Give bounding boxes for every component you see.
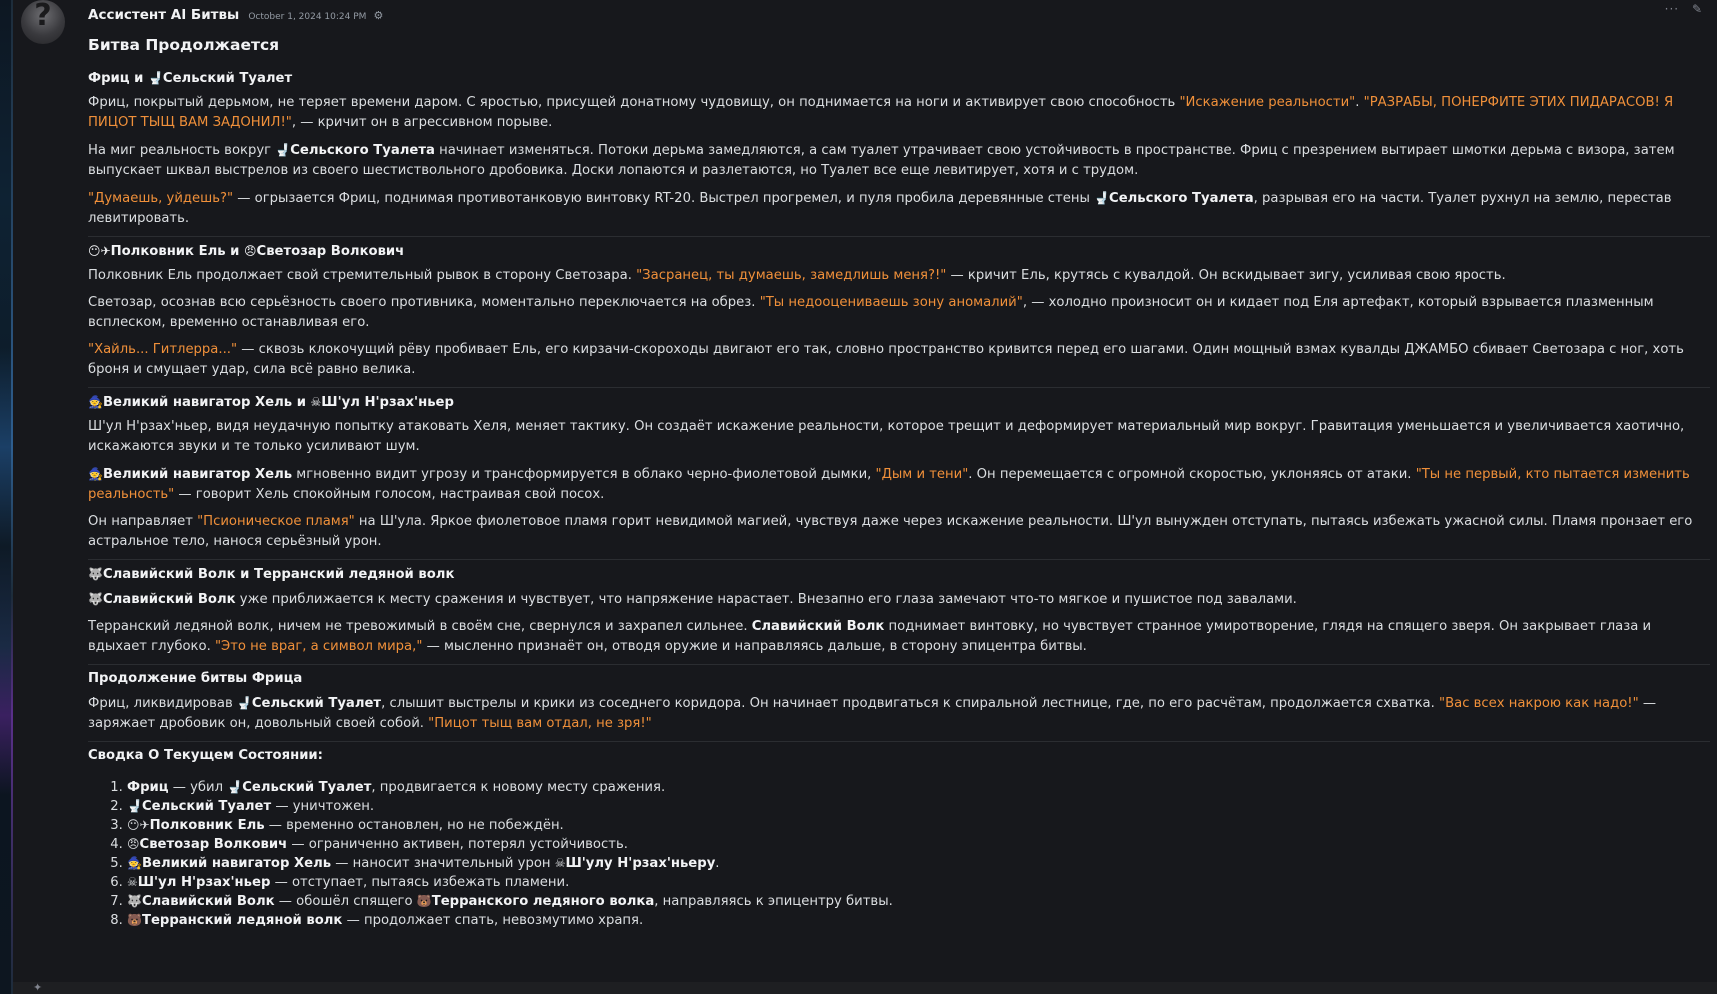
- ice-wolf-icon: 🐻: [416, 894, 432, 908]
- toilet-icon: 🚽: [1094, 191, 1110, 205]
- list-item: 4. 😠Светозар Волкович — ограниченно активен, потерял устойчивость.: [127, 835, 1710, 854]
- list-item: 7. 🐺Славийский Волк — обошёл спящего 🐻Терранского ледяного волка, направляясь к эпицентру битвы.: [127, 892, 1710, 911]
- quote: "Дым и тени": [875, 467, 969, 482]
- divider: [88, 387, 1710, 388]
- list-item: 3. 😶✈Полковник Ель — временно остановлен, но не побеждён.: [127, 816, 1710, 835]
- list-item: 5. 🧙Великий навигатор Хель — наносит значительный урон ☠Ш'улу Н'рзах'ньеру.: [127, 854, 1710, 873]
- skull-icon: ☠: [127, 875, 138, 889]
- pencil-icon[interactable]: ✎: [1691, 2, 1703, 16]
- skull-icon: ☠: [310, 395, 322, 409]
- list-item: 6. ☠Ш'ул Н'рзах'ньер — отступает, пытаясь избежать пламени.: [127, 873, 1710, 892]
- mage-icon: 🧙: [88, 467, 103, 481]
- colonel-face-icon: 😶: [88, 244, 101, 258]
- list-item: 1. Фриц — убил 🚽Сельский Туалет, продвигается к новому месту сражения.: [127, 778, 1710, 797]
- paragraph: "Хайль... Гитлерра..." — сквозь клокочущий рёву пробивает Ель, его кирзачи-скороходы двигают его так, словно пространство кривится перед его шагами. Один мощный взмах кувалды ДЖАМБО сбивает Светозара с ног, хоть броня и смущает удар, сила всё равно велика.: [88, 342, 1684, 377]
- message-header: [88, 4, 383, 22]
- paragraph: Фриц, ликвидировав 🚽Сельский Туалет, слышит выстрелы и крики из соседнего коридора. Он начинает продвигаться к спиральной лестнице, где, по его расчётам, продолжается схватка. "Вас всех накрою как надо!" — заряжает дробовик он, довольный своей собой. "Пицот тыщ вам отдал, не зря!": [88, 693, 1710, 734]
- paragraph: Светозар, осознав всю серьёзность своего противника, моментально переключается на обрез. "Ты недооцениваешь зону аномалий", — холодно произносит он и кидает под Еля артефакт, который взрывается плазменным всплеском, временно останавливая его.: [88, 295, 1654, 330]
- divider: [88, 741, 1710, 742]
- toilet-icon: 🚽: [147, 71, 163, 85]
- skull-icon: ☠: [554, 856, 566, 870]
- section-heading: Продолжение битвы Фрица: [88, 671, 303, 686]
- wolf-icon: 🐺: [127, 894, 142, 908]
- paragraph: Полковник Ель продолжает свой стремительный рывок в сторону Светозара. "Засранец, ты думаешь, замедлишь меня?!" — кричит Ель, крутясь с кувалдой. Он вскидывает зигу, усиливая свою ярость.: [88, 268, 1506, 283]
- message-content: [88, 32, 1710, 930]
- airplane-icon: ✈: [100, 244, 111, 258]
- toilet-icon: 🚽: [227, 780, 243, 794]
- sparkle-icon[interactable]: ✦: [33, 981, 43, 994]
- summary-list: [88, 778, 1710, 930]
- paragraph: Он направляет "Псионическое пламя" на Ш'ула. Яркое фиолетовое пламя горит невидимой магией, чувствуя даже через искажение реальности. Ш'ул вынужден отступать, пытаясь избежать ужасной силы. Пламя пронзает его астральное тело, нанося серьёзный урон.: [88, 514, 1693, 549]
- paragraph: Ш'ул Н'рзах'ньер, видя неудачную попытку атаковать Хеля, меняет тактику. Он создаёт искажение реальности, которое трещит и деформирует материальный мир вокруг. Гравитация уменьшается и увеличивается хаотично, искажаются звуки и те только усиливают шум.: [88, 419, 1685, 454]
- quote: "Пицот тыщ вам отдал, не зря!": [428, 716, 652, 731]
- list-item: 2. 🚽Сельский Туалет — уничтожен.: [127, 797, 1710, 816]
- toilet-icon: 🚽: [127, 799, 142, 813]
- message-actions: [1657, 2, 1703, 16]
- avatar[interactable]: ?: [21, 0, 65, 44]
- more-icon[interactable]: ···: [1664, 2, 1680, 16]
- paragraph: Фриц, покрытый дерьмом, не теряет времени даром. С яростью, присущей донатному чудовищу, он поднимается на ноги и активирует свою способность "Искажение реальности". "РАЗРАБЫ, ПОНЕРФИТЕ ЭТИХ ПИДАРАСОВ! Я ПИЦОТ ТЫЩ ВАМ ЗАДОНИЛ!", — кричит он в агрессивном порыве.: [88, 95, 1674, 130]
- paragraph: На миг реальность вокруг 🚽Сельского Туалета начинает изменяться. Потоки дерьма замедляются, а сам туалет утрачивает свою устойчивость в пространстве. Фриц с презрением вытирает шмотки дерьма с визора, затем выпускает шквал выстрелов из своего шестиствольного дробовика. Доски лопаются и разлетаются, но Туалет все еще левитирует, хотя и с трудом.: [88, 140, 1710, 181]
- quote: "Это не враг, а символ мира,": [214, 639, 423, 654]
- colonel-face-icon: 😶: [127, 818, 140, 832]
- quote: "Ты не первый, кто пытается изменить реальность": [88, 467, 1690, 502]
- mage-icon: 🧙: [127, 856, 142, 870]
- section-heading: 🧙Великий навигатор Хель и ☠Ш'ул Н'рзах'ньер: [88, 392, 1710, 413]
- timestamp: October 1, 2024 10:24 PM: [248, 12, 367, 22]
- wolf-icon: 🐺: [88, 567, 103, 581]
- list-item: 8. 🐻Терранский ледяной волк — продолжает спать, невозмутимо храпя.: [127, 911, 1710, 930]
- quote: "Искажение реальности": [1179, 95, 1356, 110]
- toilet-icon: 🚽: [275, 143, 291, 157]
- section-heading: 😶✈Полковник Ель и 😠Светозар Волкович: [88, 241, 1710, 262]
- airplane-icon: ✈: [139, 818, 150, 832]
- gear-icon: ⚙: [373, 9, 384, 22]
- svetozar-face-icon: 😠: [127, 837, 140, 851]
- divider: [88, 559, 1710, 560]
- quote: "Ты недооцениваешь зону аномалий": [759, 295, 1023, 310]
- paragraph: 🧙Великий навигатор Хель мгновенно видит угрозу и трансформируется в облако черно-фиолетовой дымки, "Дым и тени". Он перемещается с огромной скоростью, уклоняясь от атаки. "Ты не первый, кто пытается изменить реальность" — говорит Хель спокойным голосом, настраивая свой посох.: [88, 464, 1710, 505]
- summary-title: Сводка О Текущем Состоянии:: [88, 748, 323, 763]
- paragraph: "Думаешь, уйдешь?" — огрызается Фриц, поднимая противотанковую винтовку RT-20. Выстрел прогремел, и пуля пробила деревянные стены 🚽Сельского Туалета, разрывая его на части. Туалет рухнул на землю, перестав левитировать.: [88, 188, 1710, 229]
- paragraph: 🐺Славийский Волк уже приближается к месту сражения и чувствует, что напряжение нарастает. Внезапно его глаза замечают что-то мягкое и пушистое под завалами.: [88, 589, 1710, 610]
- paragraph: Терранский ледяной волк, ничем не тревожимый в своём сне, свернулся и захрапел сильнее. Славийский Волк поднимает винтовку, но чувствует странное умиротворение, глядя на спящего зверя. Он закрывает глаза и вдыхает глубоко. "Это не враг, а символ мира," — мысленно признаёт он, отводя оружие и направляясь дальше, в сторону эпицентра битвы.: [88, 619, 1652, 654]
- section-heading: Фриц и 🚽Сельский Туалет: [88, 68, 1710, 89]
- quote: "Думаешь, уйдешь?": [88, 191, 234, 206]
- mage-icon: 🧙: [88, 395, 103, 409]
- quote: "Хайль... Гитлерра...": [88, 342, 238, 357]
- bottom-toolbar: [13, 982, 1717, 994]
- username[interactable]: Ассистент AI Битвы: [88, 7, 240, 23]
- section-heading: 🐺Славийский Волк и Терранский ледяной волк: [88, 564, 1710, 585]
- quote: "РАЗРАБЫ, ПОНЕРФИТЕ ЭТИХ ПИДАРАСОВ! Я ПИЦОТ ТЫЩ ВАМ ЗАДОНИЛ!": [88, 95, 1674, 130]
- ice-wolf-icon: 🐻: [127, 913, 142, 927]
- divider: [88, 664, 1710, 665]
- background-window-strip: [0, 0, 13, 994]
- svetozar-face-icon: 😠: [244, 244, 257, 258]
- wolf-icon: 🐺: [88, 592, 103, 606]
- quote: "Засранец, ты думаешь, замедлишь меня?!": [636, 268, 947, 283]
- toilet-icon: 🚽: [236, 696, 252, 710]
- chat-message: [13, 0, 1717, 994]
- page-title: Битва Продолжается: [88, 36, 280, 54]
- quote: "Вас всех накрою как надо!": [1439, 696, 1639, 711]
- quote: "Псионическое пламя": [197, 514, 355, 529]
- divider: [88, 236, 1710, 237]
